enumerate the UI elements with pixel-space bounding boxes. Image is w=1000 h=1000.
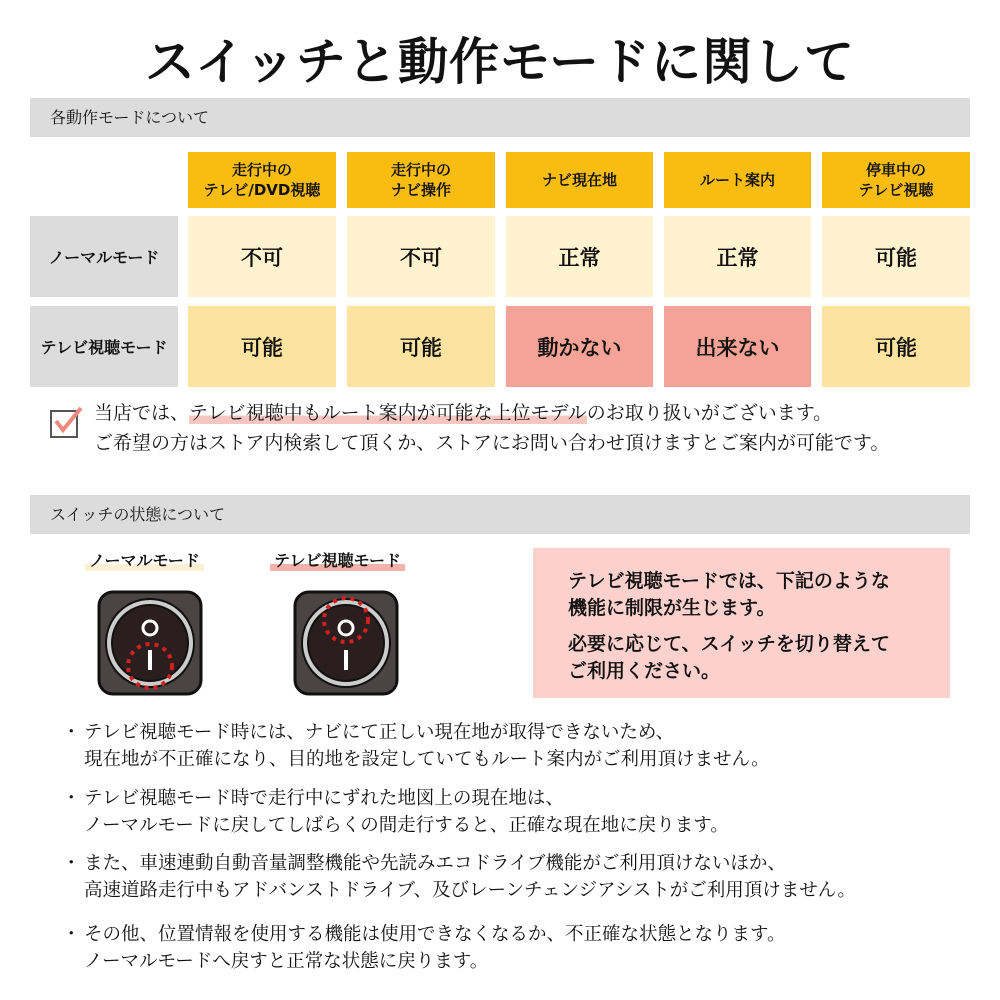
- column-header: [347, 152, 495, 208]
- bullet-text: その他、位置情報を使用する機能は使用できなくなるか、不正確な状態となります。: [84, 924, 786, 945]
- bullet-text: また、車速連動自動音量調整機能や先読みエコドライブ機能がご利用頂けないほか、: [84, 853, 786, 874]
- bullet-item: [62, 785, 729, 839]
- bullet-text: 現在地が不正確になり、目的地を設定していてもルート案内がご利用頂けません。: [84, 749, 770, 770]
- bullet-mark: ・: [62, 788, 81, 809]
- bullet-item: [62, 850, 856, 904]
- row-label: ノーマルモード: [30, 216, 178, 297]
- switch-tv-icon: [293, 590, 399, 700]
- table-cell: 可能: [188, 306, 336, 387]
- bullet-item: [62, 719, 770, 773]
- bullet-text: テレビ視聴モード時で走行中にずれた地図上の現在地は、: [84, 788, 564, 809]
- header-line: 停車中の: [865, 161, 926, 179]
- header-line: テレビ/DVD視聴: [203, 181, 321, 199]
- note-highlight: テレビ視聴中もルート案内が可能な上位モデル: [189, 402, 587, 424]
- header-line: ナビ操作: [390, 181, 451, 199]
- section-header-switch: スイッチの状態について: [30, 495, 970, 534]
- table-cell: 可能: [347, 306, 495, 387]
- table-cell: 動かない: [506, 306, 653, 387]
- table-cell: 可能: [822, 216, 970, 297]
- bullet-text: 高速道路走行中もアドバンストドライブ、及びレーンチェンジアシストがご利用頂けません。: [84, 880, 856, 901]
- table-cell: 可能: [822, 306, 970, 387]
- info-line: 機能に制限が生じます。: [568, 597, 776, 619]
- info-box: [533, 548, 950, 698]
- header-line: ルート案内: [699, 171, 775, 189]
- bullet-mark: ・: [62, 924, 81, 945]
- note-line-2: ご希望の方はストア内検索して頂くか、ストアにお問い合わせ頂けますとご案内が可能です。: [94, 432, 890, 454]
- info-line: 必要に応じて、スイッチを切り替えて: [568, 633, 890, 655]
- header-line: 走行中の: [390, 161, 451, 179]
- note-text: 当店では、: [94, 402, 190, 424]
- checkbox-icon: [50, 405, 82, 437]
- table-cell: 正常: [506, 216, 653, 297]
- info-line: テレビ視聴モードでは、下記のような: [568, 570, 890, 592]
- info-line: ご利用ください。: [568, 660, 721, 682]
- header-line: ナビ現在地: [541, 171, 617, 189]
- row-label: テレビ視聴モード: [30, 306, 178, 387]
- note-text: のお取り扱いがございます。: [586, 402, 833, 424]
- bullet-text: ノーマルモードへ戻すと正常な状態に戻ります。: [84, 951, 489, 972]
- column-header: [188, 152, 336, 208]
- section-header-modes: 各動作モードについて: [30, 98, 970, 137]
- column-header: [822, 152, 970, 208]
- tv-mode-label: テレビ視聴モード: [270, 548, 405, 571]
- header-line: 走行中の: [231, 161, 292, 179]
- normal-mode-label: ノーマルモード: [85, 548, 204, 571]
- note-line-1: [94, 398, 832, 428]
- bullet-mark: ・: [62, 853, 81, 874]
- switch-normal-icon: [97, 590, 203, 700]
- table-cell: 不可: [347, 216, 495, 297]
- table-cell: 不可: [188, 216, 336, 297]
- column-header: [664, 152, 811, 208]
- page-title: スイッチと動作モードに関して: [145, 33, 855, 91]
- table-cell: 正常: [664, 216, 811, 297]
- table-cell: 出来ない: [664, 306, 811, 387]
- header-line: テレビ視聴: [858, 181, 934, 199]
- bullet-item: [62, 921, 786, 975]
- bullet-text: ノーマルモードに戻してしばらくの間走行すると、正確な現在地に戻ります。: [84, 815, 729, 836]
- column-header: [506, 152, 653, 208]
- bullet-text: テレビ視聴モード時には、ナビにて正しい現在地が取得できないため、: [84, 722, 675, 743]
- bullet-mark: ・: [62, 722, 81, 743]
